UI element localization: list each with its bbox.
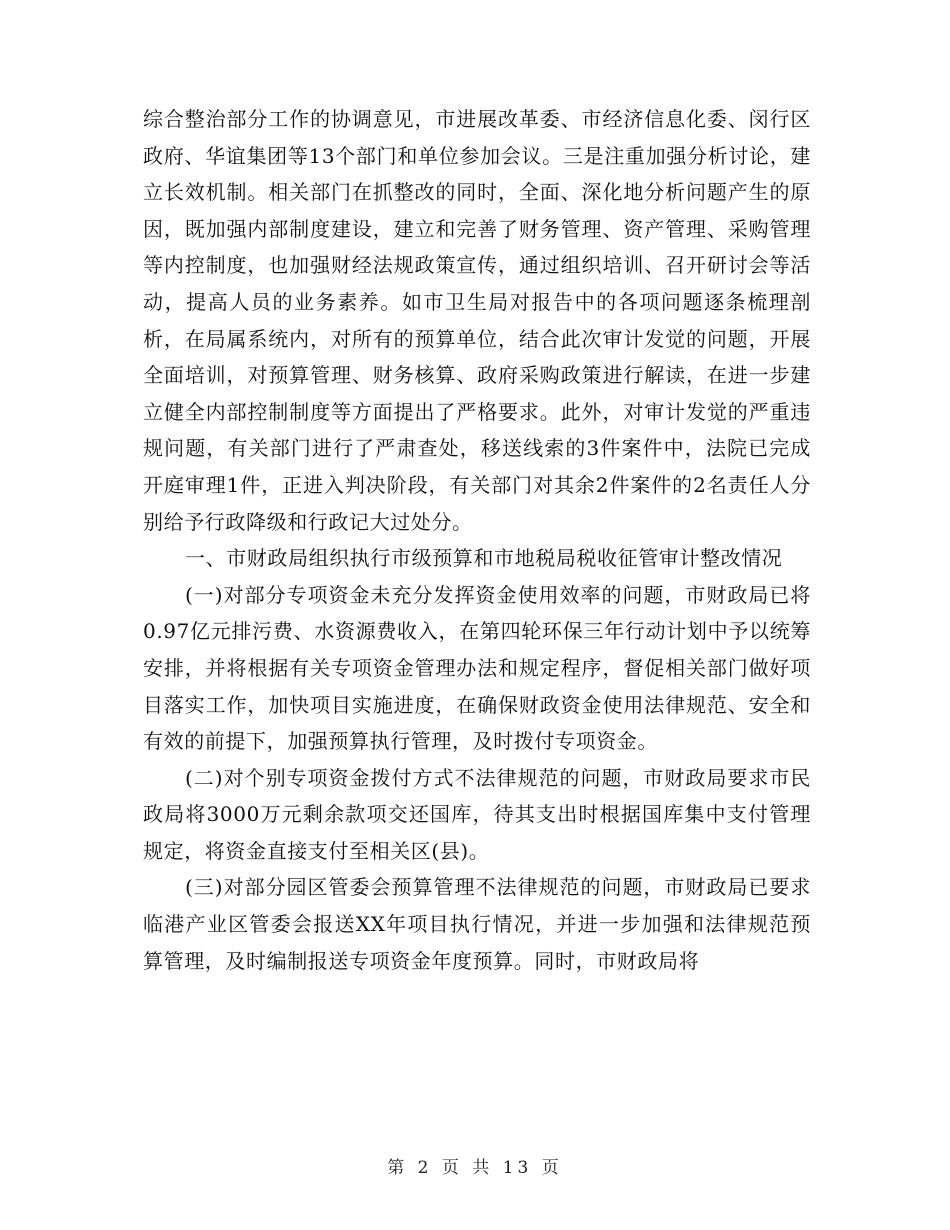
paragraph-item-3: (三)对部分园区管委会预算管理不法律规范的问题，市财政局已要求临港产业区管委会报送XX年项目执行情况，并进一步加强和法律规范预算管理，及时编制报送专项资金年度预算。同时，市财政局将 <box>143 875 811 973</box>
paragraph-continuation: 综合整治部分工作的协调意见，市进展改革委、市经济信息化委、闵行区政府、华谊集团等13个部门和单位参加会议。三是注重加强分析讨论，建立长效机制。相关部门在抓整改的同时，全面、深化地分析问题产生的原因，既加强内部制度建设，建立和完善了财务管理、资产管理、采购管理等内控制度，也加强财经法规政策宣传，通过组织培训、召开研讨会等活动，提高人员的业务素养。如市卫生局对报告中的各项问题逐条梳理剖析，在局属系统内，对所有的预算单位，结合此次审计发觉的问题，开展全面培训，对预算管理、财务核算、政府采购政策进行解读，在进一步建立健全内部控制制度等方面提出了严格要求。此外，对审计发觉的严重违规问题，有关部门进行了严肃查处，移送线索的3件案件中，法院已完成开庭审理1件，正进入判决阶段，有关部门对其余2件案件的2名责任人分别给予行政降级和行政记大过处分。 <box>143 107 811 534</box>
section-heading: 一、市财政局组织执行市级预算和市地税局税收征管审计整改情况 <box>185 546 783 571</box>
document-body <box>143 101 811 979</box>
page-number-footer: 第 2 页 共 13 页 <box>387 1158 563 1178</box>
paragraph-item-2: (二)对个别专项资金拨付方式不法律规范的问题，市财政局要求市民政局将3000万元剩余款项交还国库，待其支出时根据国库集中支付管理规定，将资金直接支付至相关区(县)。 <box>143 765 811 863</box>
paragraph-item-1: (一)对部分专项资金未充分发挥资金使用效率的问题，市财政局已将0.97亿元排污费、水资源费收入，在第四轮环保三年行动计划中予以统筹安排，并将根据有关专项资金管理办法和规定程序，督促相关部门做好项目落实工作，加快项目实施进度，在确保财政资金使用法律规范、安全和有效的前提下，加强预算执行管理，及时拨付专项资金。 <box>143 582 811 754</box>
